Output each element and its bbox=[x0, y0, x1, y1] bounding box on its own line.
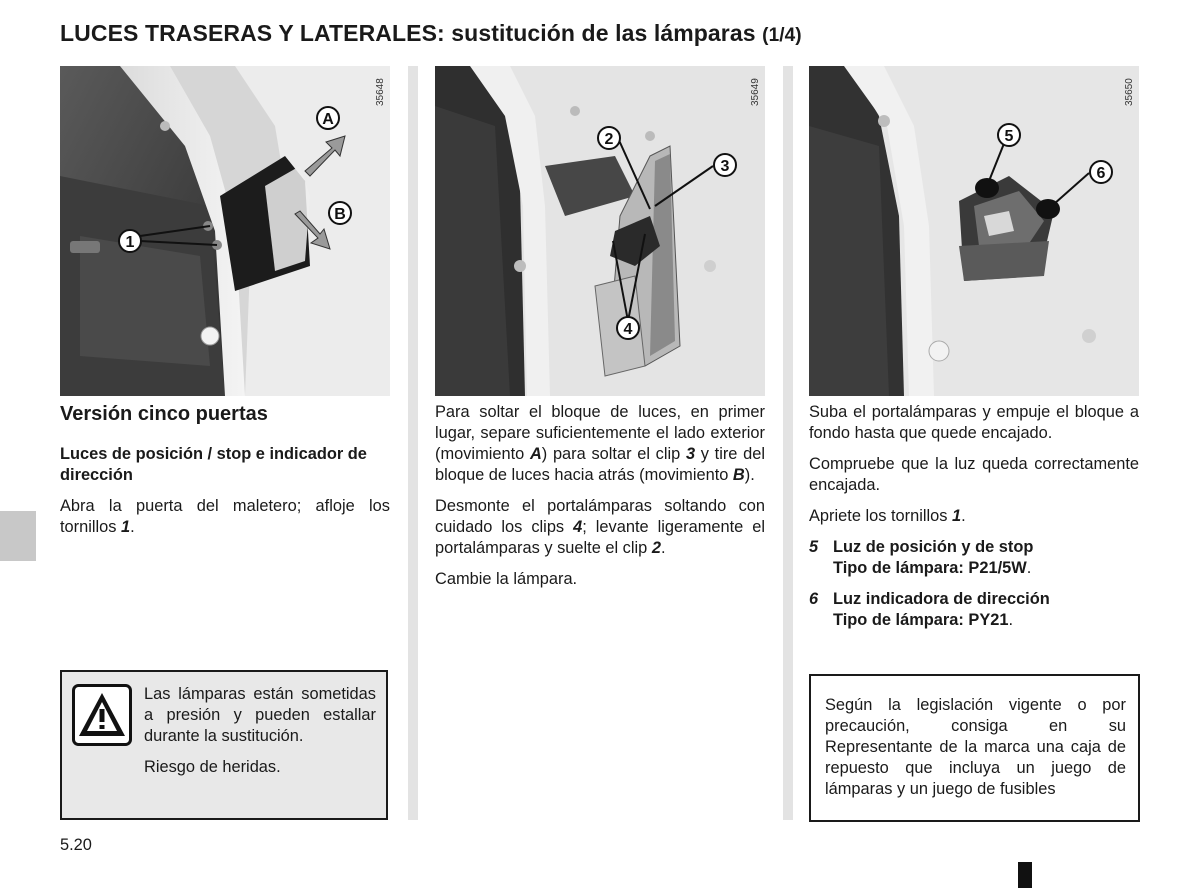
end-marker bbox=[1018, 862, 1032, 888]
ref-screw: 1 bbox=[952, 507, 962, 525]
warning-text bbox=[144, 684, 376, 788]
callout-3 bbox=[714, 154, 736, 176]
chapter-tab bbox=[0, 511, 36, 561]
column-2 bbox=[435, 402, 765, 600]
figure-3 bbox=[809, 66, 1139, 396]
column-divider bbox=[783, 66, 793, 820]
callout-6-label: 6 bbox=[1096, 165, 1106, 182]
callout-5 bbox=[998, 124, 1020, 146]
callout-3-label: 3 bbox=[720, 158, 730, 175]
figure-2-illustration bbox=[435, 66, 765, 396]
text-run: ; levante ligeramente el portalámparas y suelte el clip bbox=[435, 518, 765, 557]
col1-paragraph bbox=[60, 496, 390, 538]
col3-paragraph-2: Compruebe que la luz queda correctamente encajada. bbox=[809, 455, 1139, 494]
lamp-spec-number: 5 bbox=[809, 538, 819, 556]
lamp-spec-type: Tipo de lámpara: PY21 bbox=[833, 611, 1009, 629]
title-main: LUCES TRASERAS Y LATERALES: sustitución de las lámparas bbox=[60, 20, 756, 46]
callout-4-label: 4 bbox=[623, 321, 633, 338]
warning-paragraph: Las lámparas están sometidas a presión y pueden estallar durante la sustitución. bbox=[144, 685, 376, 745]
lamp-spec-item bbox=[809, 537, 1139, 579]
lamp-spec-type: Tipo de lámpara: P21/5W bbox=[833, 559, 1027, 577]
text-run: . bbox=[1008, 611, 1014, 629]
section-heading: Versión cinco puertas bbox=[60, 403, 268, 425]
column-divider bbox=[408, 66, 418, 820]
col3-paragraph-1: Suba el portalámparas y empuje el bloque a fondo hasta que quede encajado. bbox=[809, 403, 1139, 442]
col2-paragraph-2 bbox=[435, 496, 765, 559]
figure-1 bbox=[60, 66, 390, 396]
callout-1-label: 1 bbox=[125, 234, 135, 251]
callout-2-label: 2 bbox=[604, 131, 614, 148]
ref-movement-b: B bbox=[732, 466, 745, 484]
title-part: (1/4) bbox=[762, 25, 802, 46]
callout-5-label: 5 bbox=[1004, 128, 1014, 145]
callout-a-label: A bbox=[322, 111, 334, 128]
subsection-heading: Luces de posición / stop e indicador de dirección bbox=[60, 445, 367, 484]
col2-paragraph-1 bbox=[435, 402, 765, 486]
callout-a bbox=[317, 107, 339, 129]
text-run: ) para soltar el clip bbox=[541, 445, 686, 463]
text-run: Abra la puerta del maletero; afloje los tornillos bbox=[60, 497, 390, 536]
warning-box bbox=[60, 670, 388, 820]
callout-1 bbox=[119, 230, 141, 252]
col2-paragraph-3: Cambie la lámpara. bbox=[435, 570, 578, 588]
text-run: Apriete los tornillos bbox=[809, 507, 953, 525]
column-1 bbox=[60, 402, 390, 548]
lamp-spec-name: Luz indicadora de dirección bbox=[833, 590, 1050, 608]
lamp-spec-item bbox=[809, 589, 1139, 631]
callout-b bbox=[329, 202, 351, 224]
page-title bbox=[60, 20, 802, 47]
warning-triangle-icon bbox=[72, 684, 132, 746]
callout-6 bbox=[1090, 161, 1112, 183]
ref-movement-a: A bbox=[529, 445, 542, 463]
text-run: . bbox=[660, 539, 666, 557]
lamp-spec-number: 6 bbox=[809, 590, 819, 608]
callout-b-label: B bbox=[334, 206, 346, 223]
page-number: 5.20 bbox=[60, 836, 92, 854]
lamp-spec-name: Luz de posición y de stop bbox=[833, 538, 1034, 556]
callout-4 bbox=[617, 317, 639, 339]
figure-ref-number: 35650 bbox=[1124, 78, 1135, 106]
ref-clip-4: 4 bbox=[573, 518, 583, 536]
warning-risk: Riesgo de heridas. bbox=[144, 758, 281, 776]
text-run: ). bbox=[744, 466, 755, 484]
text-run: . bbox=[1026, 559, 1032, 577]
col3-paragraph-3 bbox=[809, 506, 1139, 527]
figure-2 bbox=[435, 66, 765, 396]
ref-clip-2: 2 bbox=[651, 539, 661, 557]
ref-screw: 1 bbox=[121, 518, 131, 536]
figure-1-illustration bbox=[60, 66, 390, 396]
figure-3-illustration bbox=[809, 66, 1139, 396]
note-box: Según la legislación vigente o por precaución, consiga en su Representante de la marca una caja de repuesto que incluya un juego de lámparas y un juego de fusibles bbox=[809, 674, 1140, 822]
text-run: y tire del bloque de luces hacia atrás (movimiento bbox=[435, 445, 765, 484]
ref-clip-3: 3 bbox=[685, 445, 696, 463]
text-run: . bbox=[961, 507, 966, 525]
column-3 bbox=[809, 402, 1139, 641]
figure-ref-number: 35648 bbox=[375, 78, 386, 106]
callout-2 bbox=[598, 127, 620, 149]
text-run: Para soltar el bloque de luces, en primer lugar, separe suficientemente el lado exterior (movimiento bbox=[435, 403, 765, 463]
figure-ref-number: 35649 bbox=[750, 78, 761, 106]
text-run: Desmonte el portalámparas soltando con cuidado los clips bbox=[435, 497, 765, 536]
text-run: . bbox=[130, 518, 135, 536]
